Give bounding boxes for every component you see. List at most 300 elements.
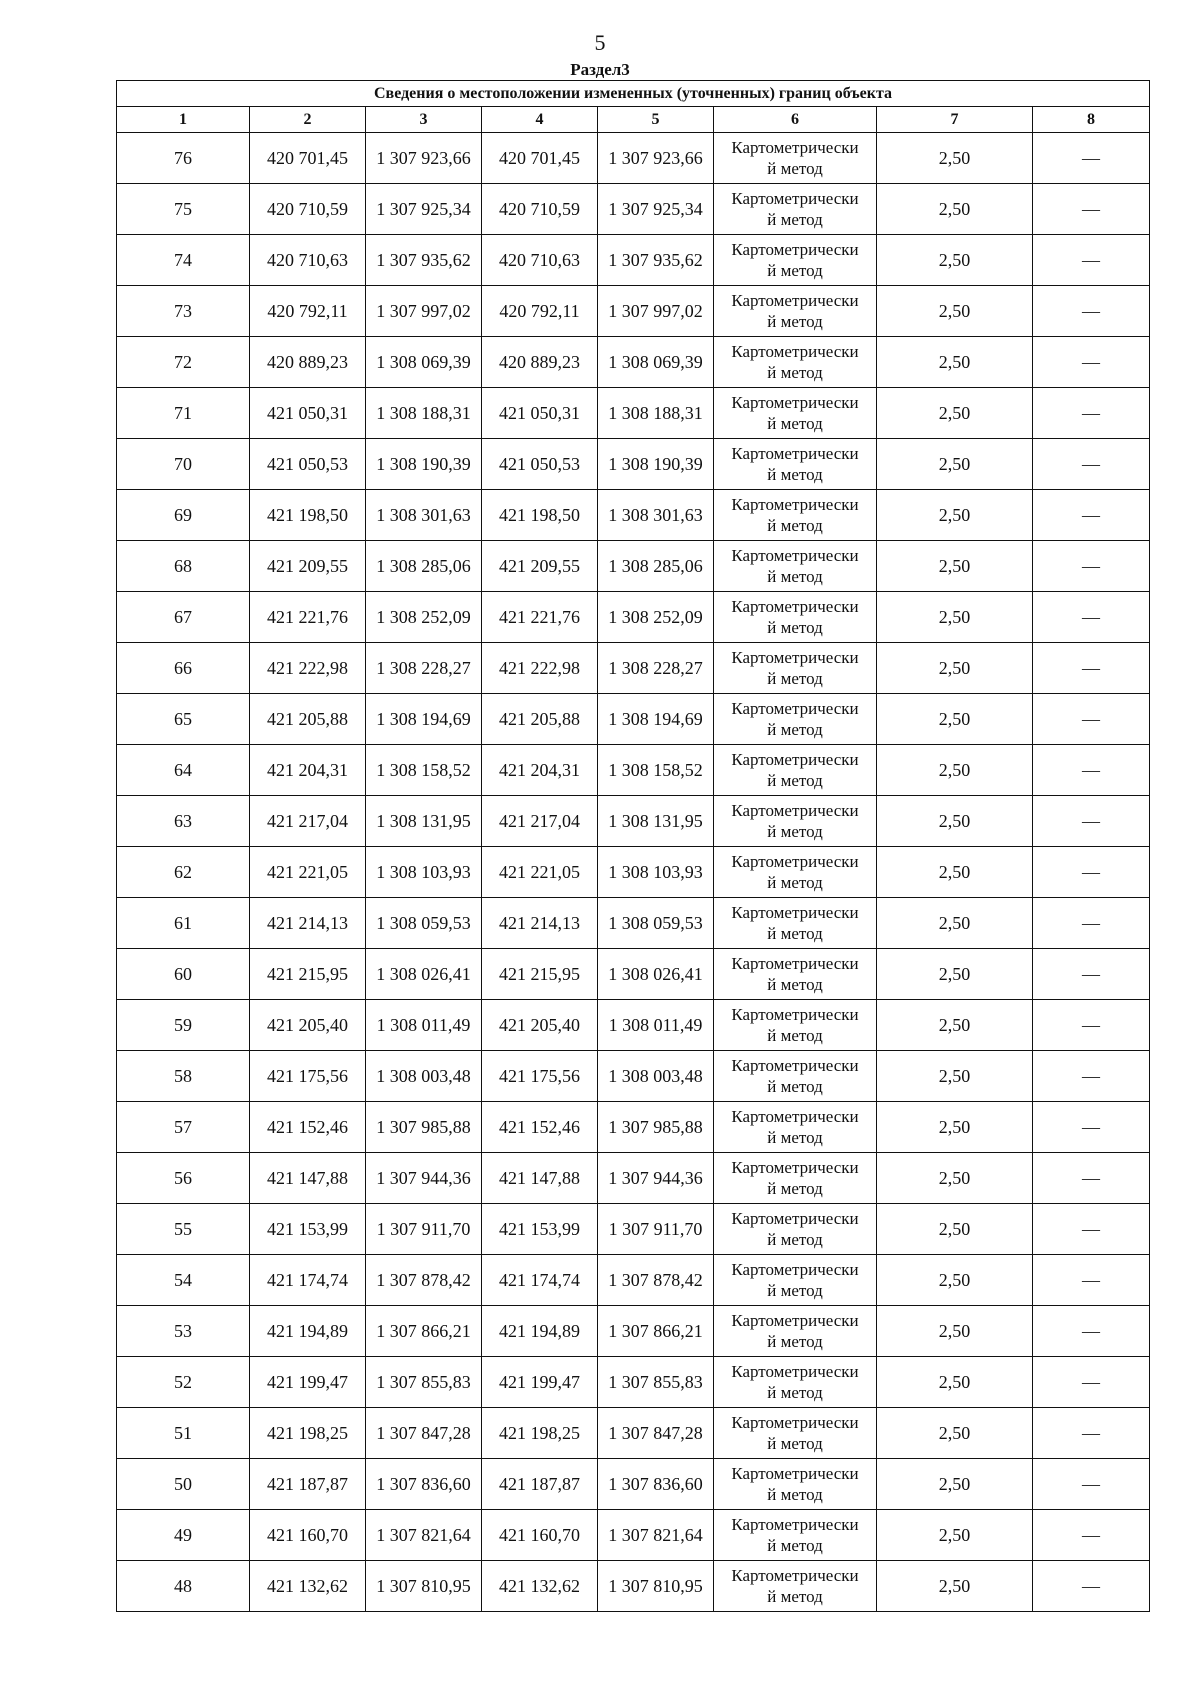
point-number: 64 [117,745,250,796]
accuracy: 2,50 [877,1051,1033,1102]
point-number: 71 [117,388,250,439]
method-text: Картометрически [731,1209,859,1228]
method-text: Картометрически [731,597,859,616]
method-text: й метод [767,822,823,841]
accuracy: 2,50 [877,1000,1033,1051]
old-x-coordinate: 421 209,55 [250,541,366,592]
old-x-coordinate: 421 205,40 [250,1000,366,1051]
method-text: Картометрически [731,1566,859,1585]
method-text: й метод [767,210,823,229]
point-number: 73 [117,286,250,337]
method-text: й метод [767,720,823,739]
point-number: 74 [117,235,250,286]
accuracy: 2,50 [877,694,1033,745]
point-description: — [1033,490,1150,541]
old-y-coordinate: 1 308 026,41 [366,949,482,1000]
new-y-coordinate: 1 308 158,52 [598,745,714,796]
new-y-coordinate: 1 308 252,09 [598,592,714,643]
point-description: — [1033,235,1150,286]
new-x-coordinate: 421 205,88 [482,694,598,745]
accuracy: 2,50 [877,847,1033,898]
new-y-coordinate: 1 307 911,70 [598,1204,714,1255]
new-y-coordinate: 1 308 194,69 [598,694,714,745]
new-x-coordinate: 421 132,62 [482,1561,598,1612]
method-text: й метод [767,414,823,433]
new-x-coordinate: 421 214,13 [482,898,598,949]
old-y-coordinate: 1 308 131,95 [366,796,482,847]
new-y-coordinate: 1 308 103,93 [598,847,714,898]
old-x-coordinate: 421 222,98 [250,643,366,694]
method-text: й метод [767,261,823,280]
method-text: Картометрически [731,240,859,259]
accuracy: 2,50 [877,184,1033,235]
method-text: Картометрически [731,189,859,208]
method [714,949,877,1000]
new-y-coordinate: 1 307 985,88 [598,1102,714,1153]
new-x-coordinate: 421 215,95 [482,949,598,1000]
new-y-coordinate: 1 307 836,60 [598,1459,714,1510]
old-y-coordinate: 1 307 985,88 [366,1102,482,1153]
point-description: — [1033,796,1150,847]
method-text: й метод [767,873,823,892]
old-x-coordinate: 421 221,76 [250,592,366,643]
point-description: — [1033,541,1150,592]
table-row [117,133,1150,184]
old-x-coordinate: 421 205,88 [250,694,366,745]
table-row [117,694,1150,745]
point-description: — [1033,694,1150,745]
method [714,1255,877,1306]
table-row [117,898,1150,949]
method-text: й метод [767,567,823,586]
method-text: Картометрически [731,1005,859,1024]
old-x-coordinate: 420 701,45 [250,133,366,184]
new-y-coordinate: 1 308 011,49 [598,1000,714,1051]
new-x-coordinate: 421 147,88 [482,1153,598,1204]
old-y-coordinate: 1 308 228,27 [366,643,482,694]
accuracy: 2,50 [877,1153,1033,1204]
method-text: й метод [767,1026,823,1045]
old-y-coordinate: 1 307 944,36 [366,1153,482,1204]
old-y-coordinate: 1 308 158,52 [366,745,482,796]
method-text: Картометрически [731,138,859,157]
old-x-coordinate: 421 175,56 [250,1051,366,1102]
method [714,541,877,592]
method [714,592,877,643]
old-x-coordinate: 421 160,70 [250,1510,366,1561]
table-row [117,337,1150,388]
table-row [117,235,1150,286]
table-row [117,643,1150,694]
method-text: й метод [767,669,823,688]
point-number: 69 [117,490,250,541]
old-x-coordinate: 421 050,31 [250,388,366,439]
old-y-coordinate: 1 308 190,39 [366,439,482,490]
old-y-coordinate: 1 307 925,34 [366,184,482,235]
method-text: й метод [767,618,823,637]
point-number: 55 [117,1204,250,1255]
old-y-coordinate: 1 308 252,09 [366,592,482,643]
new-y-coordinate: 1 308 059,53 [598,898,714,949]
method-text: й метод [767,1179,823,1198]
method [714,1153,877,1204]
point-description: — [1033,949,1150,1000]
table-row [117,1204,1150,1255]
column-number: 4 [482,107,598,133]
new-y-coordinate: 1 308 190,39 [598,439,714,490]
method [714,1408,877,1459]
new-x-coordinate: 421 198,25 [482,1408,598,1459]
method-text: Картометрически [731,546,859,565]
new-x-coordinate: 420 710,59 [482,184,598,235]
new-x-coordinate: 421 221,05 [482,847,598,898]
method-text: Картометрически [731,699,859,718]
point-description: — [1033,1153,1150,1204]
method [714,439,877,490]
method [714,1102,877,1153]
point-description: — [1033,898,1150,949]
method-text: й метод [767,159,823,178]
method-text: й метод [767,771,823,790]
old-x-coordinate: 421 214,13 [250,898,366,949]
accuracy: 2,50 [877,439,1033,490]
old-x-coordinate: 421 152,46 [250,1102,366,1153]
method [714,796,877,847]
method-text: й метод [767,1587,823,1606]
new-x-coordinate: 421 204,31 [482,745,598,796]
accuracy: 2,50 [877,1510,1033,1561]
new-y-coordinate: 1 307 847,28 [598,1408,714,1459]
method-text: Картометрически [731,801,859,820]
accuracy: 2,50 [877,1102,1033,1153]
new-x-coordinate: 421 174,74 [482,1255,598,1306]
old-x-coordinate: 421 194,89 [250,1306,366,1357]
method [714,1306,877,1357]
old-x-coordinate: 420 710,59 [250,184,366,235]
point-description: — [1033,1255,1150,1306]
accuracy: 2,50 [877,643,1033,694]
point-number: 58 [117,1051,250,1102]
new-x-coordinate: 421 050,31 [482,388,598,439]
old-x-coordinate: 421 215,95 [250,949,366,1000]
table-title-row [117,81,1150,107]
point-number: 50 [117,1459,250,1510]
method [714,745,877,796]
column-number: 6 [714,107,877,133]
new-y-coordinate: 1 308 069,39 [598,337,714,388]
method-text: Картометрически [731,1056,859,1075]
method-text: й метод [767,516,823,535]
old-x-coordinate: 421 174,74 [250,1255,366,1306]
old-x-coordinate: 421 198,50 [250,490,366,541]
method-text: й метод [767,1077,823,1096]
table-row [117,286,1150,337]
point-number: 59 [117,1000,250,1051]
accuracy: 2,50 [877,337,1033,388]
new-y-coordinate: 1 307 821,64 [598,1510,714,1561]
table-row [117,1306,1150,1357]
old-x-coordinate: 420 889,23 [250,337,366,388]
accuracy: 2,50 [877,541,1033,592]
method-text: Картометрически [731,1158,859,1177]
new-y-coordinate: 1 307 925,34 [598,184,714,235]
table-row [117,1459,1150,1510]
method-text: Картометрически [731,1464,859,1483]
table-row [117,745,1150,796]
column-number: 5 [598,107,714,133]
method-text: й метод [767,924,823,943]
table-row [117,1000,1150,1051]
new-y-coordinate: 1 307 923,66 [598,133,714,184]
old-x-coordinate: 421 187,87 [250,1459,366,1510]
method [714,388,877,439]
old-y-coordinate: 1 307 923,66 [366,133,482,184]
point-description: — [1033,439,1150,490]
table-row [117,439,1150,490]
method [714,184,877,235]
accuracy: 2,50 [877,133,1033,184]
old-y-coordinate: 1 307 836,60 [366,1459,482,1510]
column-number-row [117,107,1150,133]
old-y-coordinate: 1 308 194,69 [366,694,482,745]
accuracy: 2,50 [877,1255,1033,1306]
new-y-coordinate: 1 307 866,21 [598,1306,714,1357]
point-description: — [1033,1510,1150,1561]
new-y-coordinate: 1 308 003,48 [598,1051,714,1102]
table-row [117,388,1150,439]
new-x-coordinate: 421 050,53 [482,439,598,490]
point-number: 62 [117,847,250,898]
accuracy: 2,50 [877,1306,1033,1357]
point-description: — [1033,745,1150,796]
point-description: — [1033,592,1150,643]
method [714,1561,877,1612]
point-description: — [1033,643,1150,694]
point-number: 53 [117,1306,250,1357]
column-number: 2 [250,107,366,133]
accuracy: 2,50 [877,1561,1033,1612]
method [714,898,877,949]
point-description: — [1033,1000,1150,1051]
old-x-coordinate: 421 147,88 [250,1153,366,1204]
point-number: 56 [117,1153,250,1204]
method-text: Картометрически [731,1362,859,1381]
method [714,847,877,898]
accuracy: 2,50 [877,286,1033,337]
point-description: — [1033,1459,1150,1510]
old-y-coordinate: 1 308 003,48 [366,1051,482,1102]
point-description: — [1033,1357,1150,1408]
old-x-coordinate: 420 792,11 [250,286,366,337]
method-text: й метод [767,363,823,382]
method-text: й метод [767,975,823,994]
new-y-coordinate: 1 308 301,63 [598,490,714,541]
accuracy: 2,50 [877,1357,1033,1408]
method-text: Картометрически [731,903,859,922]
old-y-coordinate: 1 307 847,28 [366,1408,482,1459]
method-text: й метод [767,1434,823,1453]
method [714,286,877,337]
point-number: 65 [117,694,250,745]
table-row [117,847,1150,898]
method-text: Картометрически [731,1311,859,1330]
point-number: 66 [117,643,250,694]
method-text: Картометрически [731,444,859,463]
point-number: 48 [117,1561,250,1612]
method-text: Картометрически [731,1107,859,1126]
new-x-coordinate: 421 153,99 [482,1204,598,1255]
method-text: й метод [767,1332,823,1351]
method [714,694,877,745]
point-number: 61 [117,898,250,949]
method-text: Картометрически [731,342,859,361]
old-y-coordinate: 1 308 059,53 [366,898,482,949]
method-text: й метод [767,312,823,331]
point-number: 75 [117,184,250,235]
old-y-coordinate: 1 308 188,31 [366,388,482,439]
table-row [117,1408,1150,1459]
new-y-coordinate: 1 307 878,42 [598,1255,714,1306]
table-row [117,1255,1150,1306]
new-x-coordinate: 421 175,56 [482,1051,598,1102]
old-y-coordinate: 1 307 810,95 [366,1561,482,1612]
point-description: — [1033,337,1150,388]
table-row [117,949,1150,1000]
old-x-coordinate: 421 217,04 [250,796,366,847]
old-y-coordinate: 1 308 285,06 [366,541,482,592]
point-description: — [1033,184,1150,235]
point-description: — [1033,847,1150,898]
old-y-coordinate: 1 307 866,21 [366,1306,482,1357]
point-description: — [1033,1561,1150,1612]
method-text: Картометрически [731,1515,859,1534]
method-text: й метод [767,1230,823,1249]
new-x-coordinate: 421 221,76 [482,592,598,643]
new-x-coordinate: 421 187,87 [482,1459,598,1510]
accuracy: 2,50 [877,490,1033,541]
method-text: й метод [767,1485,823,1504]
new-y-coordinate: 1 308 228,27 [598,643,714,694]
method-text: Картометрически [731,954,859,973]
method [714,133,877,184]
table-row [117,592,1150,643]
old-x-coordinate: 421 198,25 [250,1408,366,1459]
point-number: 76 [117,133,250,184]
method [714,643,877,694]
point-description: — [1033,1408,1150,1459]
page-number: 5 [594,30,606,55]
point-number: 60 [117,949,250,1000]
accuracy: 2,50 [877,592,1033,643]
table-row [117,1102,1150,1153]
new-x-coordinate: 421 217,04 [482,796,598,847]
method-text: й метод [767,1281,823,1300]
table-row [117,1357,1150,1408]
method [714,337,877,388]
point-description: — [1033,388,1150,439]
new-y-coordinate: 1 307 855,83 [598,1357,714,1408]
point-description: — [1033,286,1150,337]
accuracy: 2,50 [877,235,1033,286]
old-x-coordinate: 421 204,31 [250,745,366,796]
point-number: 63 [117,796,250,847]
new-x-coordinate: 421 198,50 [482,490,598,541]
method-text: Картометрически [731,1260,859,1279]
new-x-coordinate: 421 205,40 [482,1000,598,1051]
old-y-coordinate: 1 307 878,42 [366,1255,482,1306]
table-body [117,133,1150,1612]
method-text: й метод [767,1128,823,1147]
old-y-coordinate: 1 307 997,02 [366,286,482,337]
point-number: 52 [117,1357,250,1408]
method-text: Картометрически [731,852,859,871]
method [714,1051,877,1102]
new-y-coordinate: 1 308 131,95 [598,796,714,847]
accuracy: 2,50 [877,796,1033,847]
column-number: 8 [1033,107,1150,133]
point-number: 68 [117,541,250,592]
method [714,1000,877,1051]
old-y-coordinate: 1 307 855,83 [366,1357,482,1408]
new-x-coordinate: 420 889,23 [482,337,598,388]
table-row [117,1510,1150,1561]
method-text: Картометрически [731,1413,859,1432]
table-row [117,490,1150,541]
point-number: 54 [117,1255,250,1306]
method-text: й метод [767,465,823,484]
accuracy: 2,50 [877,898,1033,949]
old-x-coordinate: 421 199,47 [250,1357,366,1408]
old-x-coordinate: 421 221,05 [250,847,366,898]
point-description: — [1033,133,1150,184]
point-number: 57 [117,1102,250,1153]
column-number: 3 [366,107,482,133]
new-y-coordinate: 1 307 935,62 [598,235,714,286]
point-number: 51 [117,1408,250,1459]
point-description: — [1033,1051,1150,1102]
old-x-coordinate: 421 153,99 [250,1204,366,1255]
method [714,1510,877,1561]
table-row [117,184,1150,235]
method-text: Картометрически [731,291,859,310]
point-description: — [1033,1204,1150,1255]
point-number: 70 [117,439,250,490]
method [714,490,877,541]
method-text: Картометрически [731,750,859,769]
accuracy: 2,50 [877,1204,1033,1255]
boundary-coordinates-table [116,80,1150,1612]
accuracy: 2,50 [877,1408,1033,1459]
table-row [117,1561,1150,1612]
table-row [117,1153,1150,1204]
column-number: 1 [117,107,250,133]
new-y-coordinate: 1 308 188,31 [598,388,714,439]
new-x-coordinate: 421 199,47 [482,1357,598,1408]
new-x-coordinate: 421 194,89 [482,1306,598,1357]
old-x-coordinate: 421 132,62 [250,1561,366,1612]
method-text: Картометрически [731,393,859,412]
table-row [117,541,1150,592]
point-description: — [1033,1102,1150,1153]
method-text: й метод [767,1383,823,1402]
table-row [117,796,1150,847]
old-y-coordinate: 1 308 301,63 [366,490,482,541]
new-y-coordinate: 1 307 810,95 [598,1561,714,1612]
new-x-coordinate: 421 160,70 [482,1510,598,1561]
new-x-coordinate: 420 710,63 [482,235,598,286]
accuracy: 2,50 [877,745,1033,796]
old-x-coordinate: 421 050,53 [250,439,366,490]
